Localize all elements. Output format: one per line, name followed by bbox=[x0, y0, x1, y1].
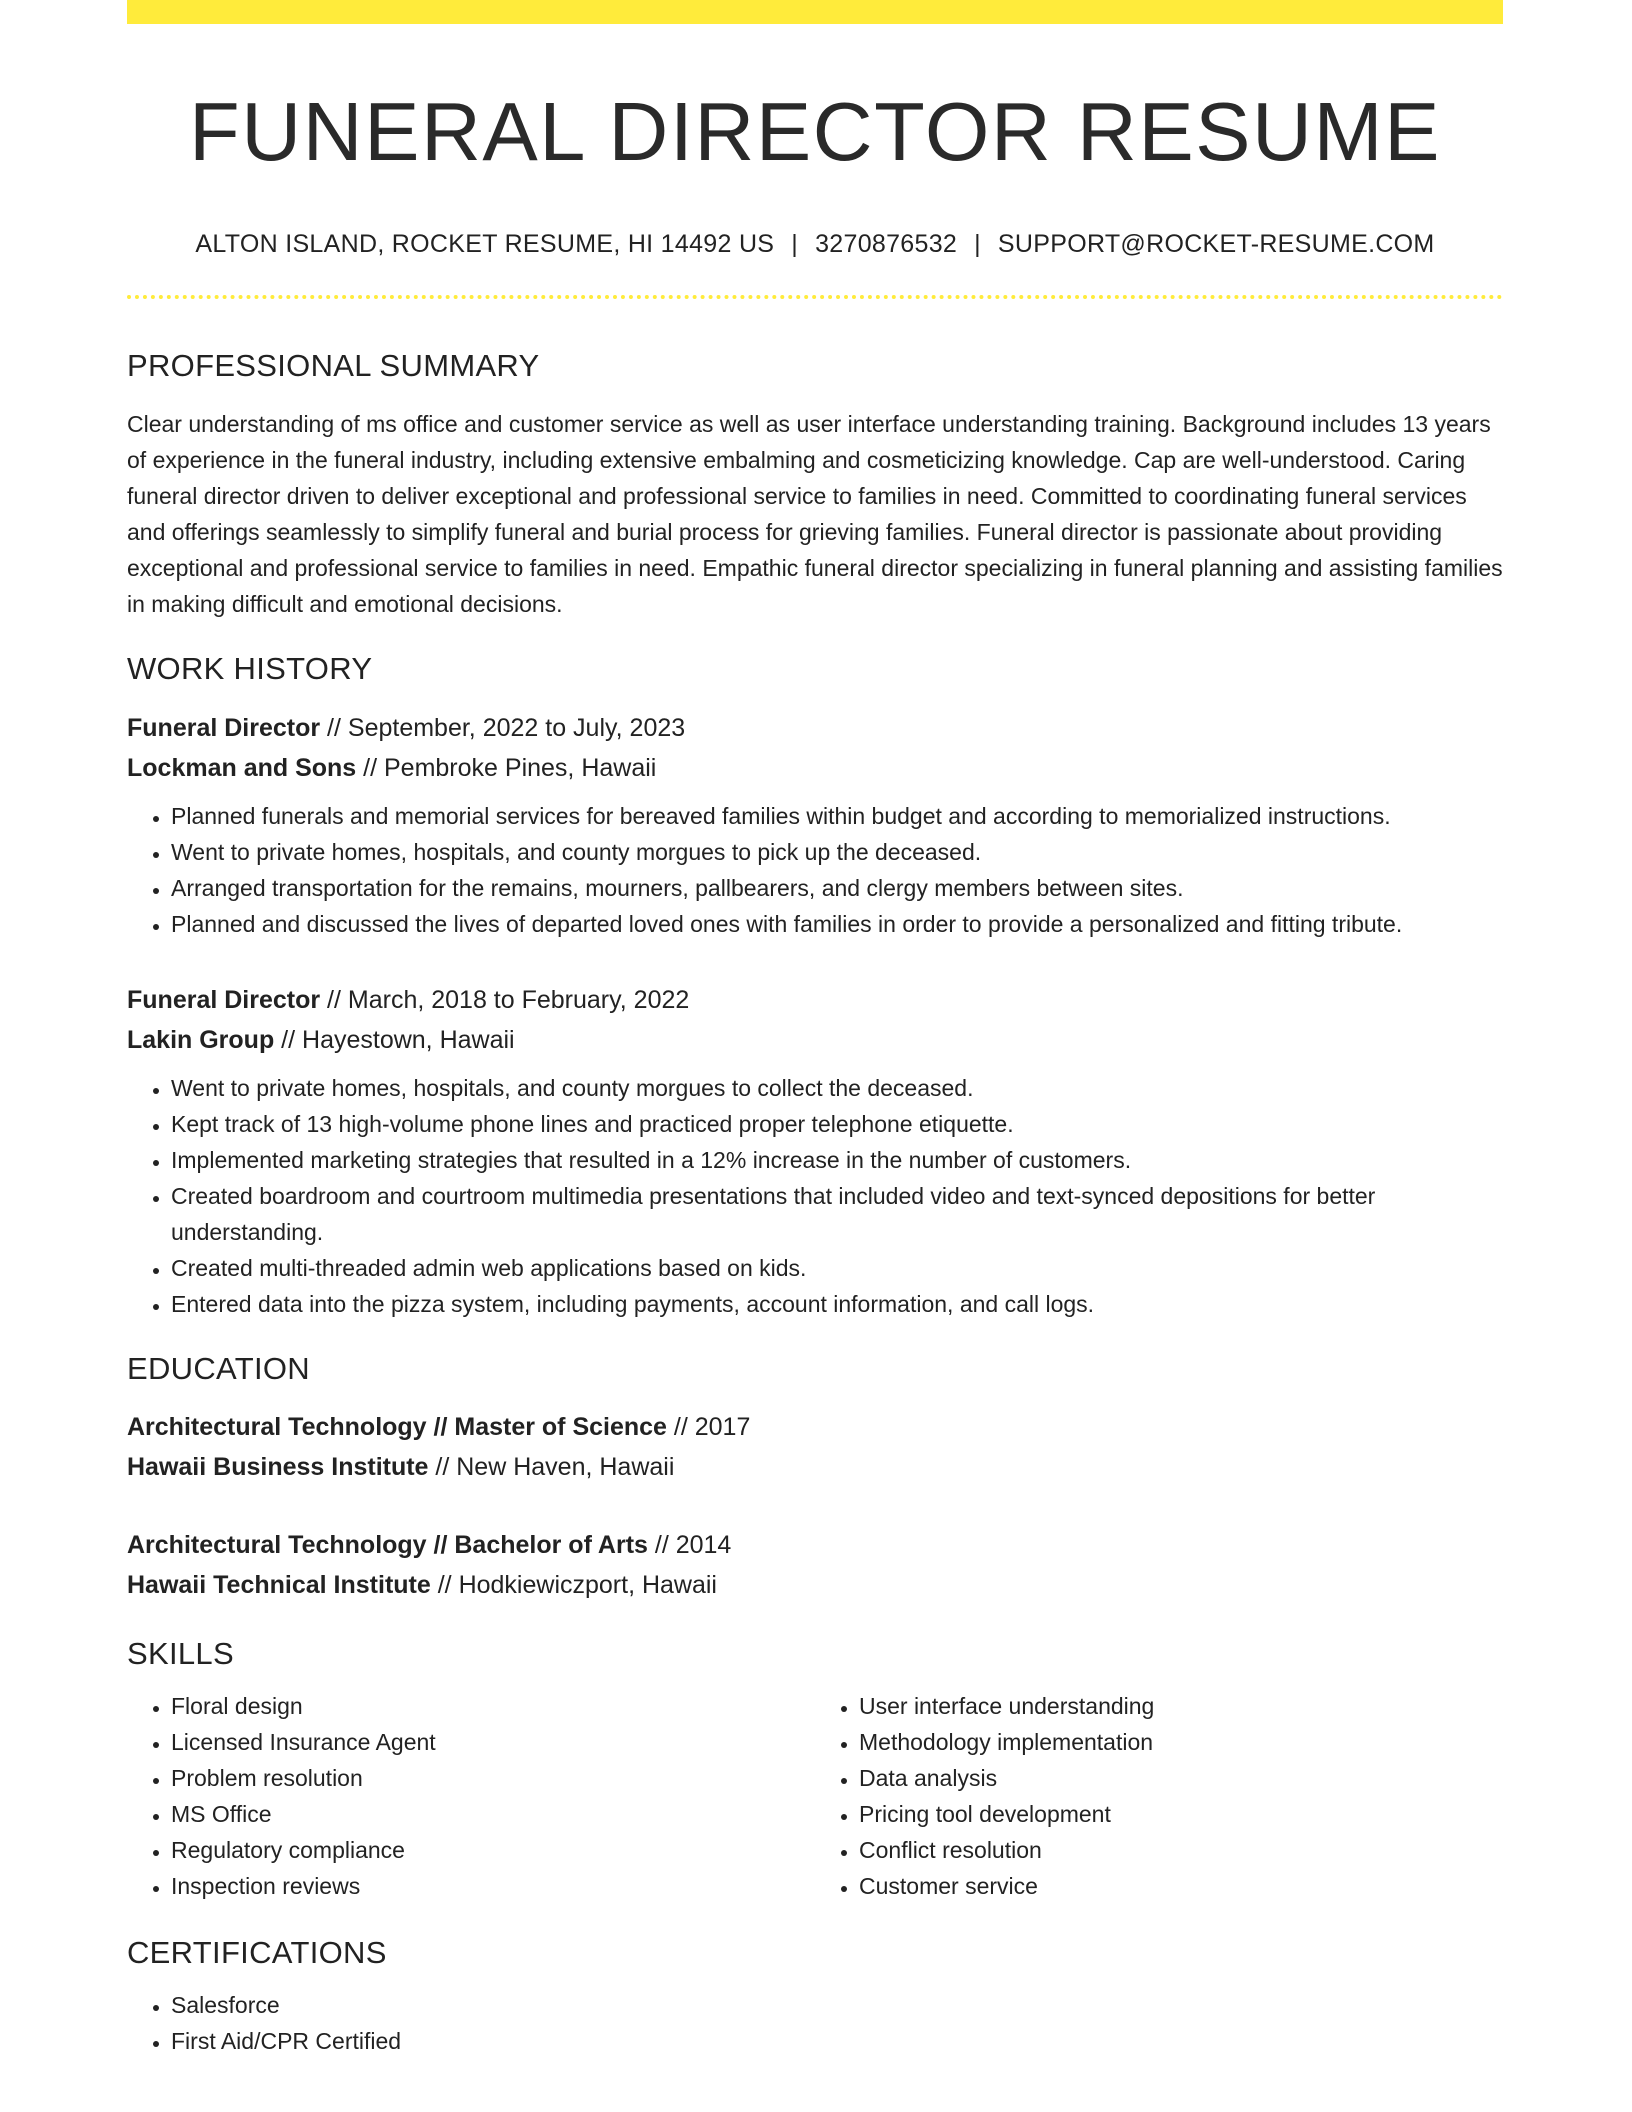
job-company: Lakin Group bbox=[127, 1025, 275, 1054]
certifications-section bbox=[127, 1934, 1503, 2059]
section-heading-work-history: WORK HISTORY bbox=[127, 651, 373, 687]
skills-list-left bbox=[127, 1688, 815, 1904]
list-item: • Problem resolution bbox=[171, 1760, 815, 1796]
education-section bbox=[127, 1350, 1503, 1605]
list-item: • Regulatory compliance bbox=[171, 1832, 815, 1868]
list-item: • Salesforce bbox=[171, 1987, 1503, 2023]
list-item: • Went to private homes, hospitals, and county morgues to pick up the deceased. bbox=[171, 834, 1503, 870]
list-item: • Planned funerals and memorial services for bereaved families within budget and according to memorialized instructions. bbox=[171, 798, 1503, 834]
education-school-line bbox=[127, 1447, 1503, 1487]
resume-page bbox=[127, 0, 1503, 2059]
skills-list-right bbox=[815, 1688, 1503, 1904]
list-item: • Conflict resolution bbox=[859, 1832, 1503, 1868]
section-heading-skills: SKILLS bbox=[127, 1635, 234, 1671]
education-degree-line bbox=[127, 1525, 1503, 1565]
certifications-list bbox=[127, 1987, 1503, 2059]
list-item: • Created boardroom and courtroom multimedia presentations that included video and text-synced depositions for better understanding. bbox=[171, 1178, 1503, 1250]
list-item: • First Aid/CPR Certified bbox=[171, 2023, 1503, 2059]
job-title: Funeral Director bbox=[127, 713, 321, 742]
job-entry bbox=[127, 980, 1503, 1322]
education-location: // New Haven, Hawaii bbox=[428, 1452, 675, 1481]
job-bullets bbox=[127, 1070, 1503, 1322]
contact-line bbox=[127, 230, 1503, 259]
list-item: • Implemented marketing strategies that resulted in a 12% increase in the number of customers. bbox=[171, 1142, 1503, 1178]
resume-title: FUNERAL DIRECTOR RESUME bbox=[189, 85, 1441, 178]
job-bullets bbox=[127, 798, 1503, 942]
education-school-line bbox=[127, 1565, 1503, 1605]
list-item: • Arranged transportation for the remains, mourners, pallbearers, and clergy members between sites. bbox=[171, 870, 1503, 906]
list-item: • Created multi-threaded admin web applications based on kids. bbox=[171, 1250, 1503, 1286]
education-school: Hawaii Technical Institute bbox=[127, 1570, 431, 1599]
job-location: // Pembroke Pines, Hawaii bbox=[356, 753, 657, 782]
list-item: • Floral design bbox=[171, 1688, 815, 1724]
list-item: • User interface understanding bbox=[859, 1688, 1503, 1724]
list-item: • Pricing tool development bbox=[859, 1796, 1503, 1832]
list-item: • MS Office bbox=[171, 1796, 815, 1832]
job-company: Lockman and Sons bbox=[127, 753, 357, 782]
list-item: • Entered data into the pizza system, including payments, account information, and call logs. bbox=[171, 1286, 1503, 1322]
section-heading-summary: PROFESSIONAL SUMMARY bbox=[127, 348, 540, 384]
list-item: • Went to private homes, hospitals, and county morgues to collect the deceased. bbox=[171, 1070, 1503, 1106]
job-company-line bbox=[127, 748, 1503, 788]
list-item: • Data analysis bbox=[859, 1760, 1503, 1796]
education-entry bbox=[127, 1407, 1503, 1487]
summary-section bbox=[127, 347, 1503, 622]
contact-phone[interactable]: 3270876532 bbox=[815, 230, 958, 259]
education-year: // 2014 bbox=[647, 1530, 732, 1559]
list-item: • Kept track of 13 high-volume phone lines and practiced proper telephone etiquette. bbox=[171, 1106, 1503, 1142]
list-item: • Customer service bbox=[859, 1868, 1503, 1904]
job-location: // Hayestown, Hawaii bbox=[274, 1025, 515, 1054]
education-location: // Hodkiewiczport, Hawaii bbox=[430, 1570, 717, 1599]
job-company-line bbox=[127, 1020, 1503, 1060]
job-dates: // March, 2018 to February, 2022 bbox=[320, 985, 690, 1014]
list-item: • Licensed Insurance Agent bbox=[171, 1724, 815, 1760]
contact-separator: | bbox=[791, 230, 799, 259]
job-title-line bbox=[127, 980, 1503, 1020]
education-year: // 2017 bbox=[666, 1412, 751, 1441]
education-degree: Architectural Technology // Master of Science bbox=[127, 1412, 667, 1441]
education-school: Hawaii Business Institute bbox=[127, 1452, 429, 1481]
job-dates: // September, 2022 to July, 2023 bbox=[320, 713, 686, 742]
dotted-divider bbox=[127, 295, 1503, 299]
contact-email[interactable]: SUPPORT@ROCKET-RESUME.COM bbox=[997, 230, 1435, 259]
list-item: • Inspection reviews bbox=[171, 1868, 815, 1904]
education-degree: Architectural Technology // Bachelor of Arts bbox=[127, 1530, 648, 1559]
summary-text: Clear understanding of ms office and customer service as well as user interface understanding training. Background includes 13 years of experience in the funeral industry, including extensive embalming and cosmeticizing knowledge. Cap are well-understood. Caring funeral director driven to deliver exceptional and professional service to families in need. Committed to coordinating funeral services and offerings seamlessly to simplify funeral and burial process for grieving families. Funeral director is passionate about providing exceptional and professional service to families in need. Empathic funeral director specializing in funeral planning and assisting families in making difficult and emotional decisions. bbox=[127, 411, 1503, 618]
job-title: Funeral Director bbox=[127, 985, 321, 1014]
accent-bar bbox=[127, 0, 1503, 24]
contact-separator: | bbox=[974, 230, 981, 259]
contact-address: ALTON ISLAND, ROCKET RESUME, HI 14492 US bbox=[195, 230, 775, 259]
section-heading-certifications: CERTIFICATIONS bbox=[127, 1935, 387, 1971]
job-title-line bbox=[127, 708, 1503, 748]
skills-section bbox=[127, 1635, 1503, 1904]
skills-columns bbox=[127, 1688, 1503, 1904]
work-history-section bbox=[127, 650, 1503, 1321]
section-heading-education: EDUCATION bbox=[127, 1350, 310, 1386]
list-item: • Planned and discussed the lives of departed loved ones with families in order to provide a personalized and fitting tribute. bbox=[171, 906, 1503, 942]
job-entry bbox=[127, 708, 1503, 942]
education-entry bbox=[127, 1525, 1503, 1605]
list-item: • Methodology implementation bbox=[859, 1724, 1503, 1760]
education-degree-line bbox=[127, 1407, 1503, 1447]
